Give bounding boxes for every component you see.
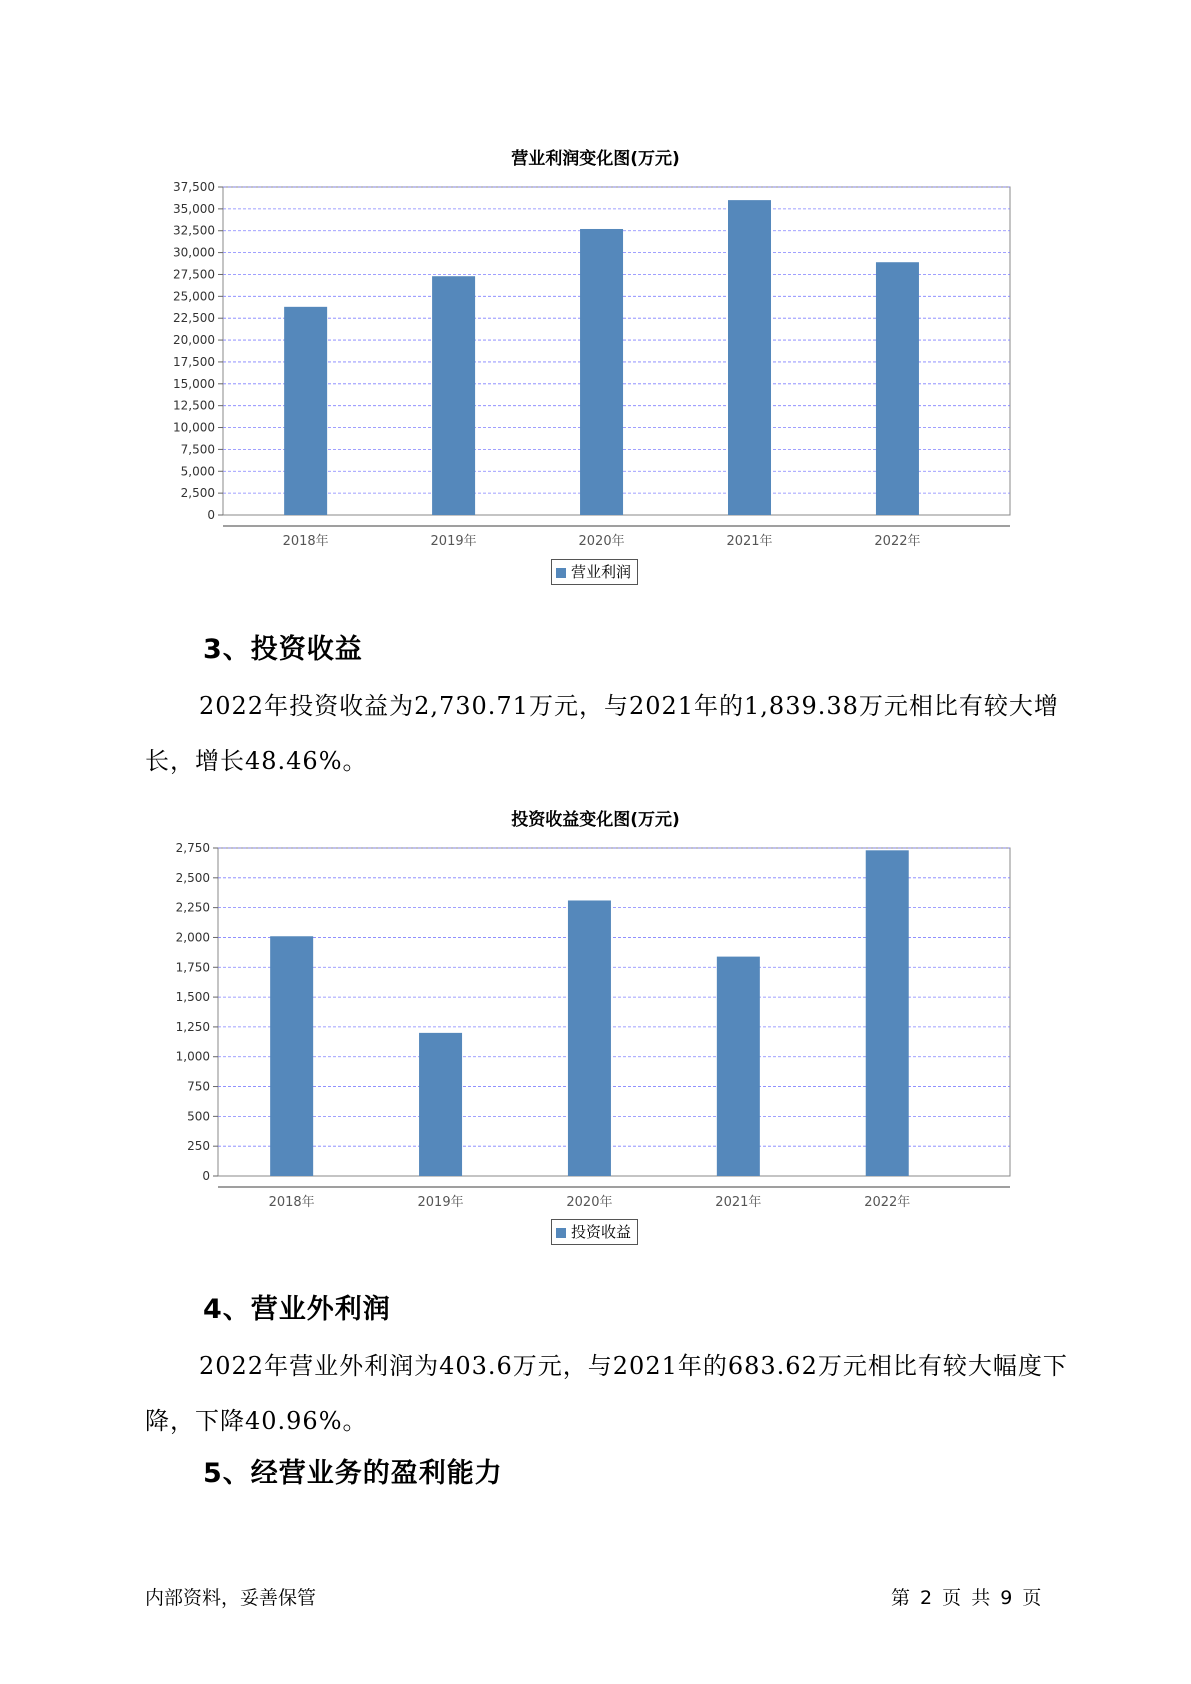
paragraph-investment: 2022年投资收益为2,730.71万元，与2021年的1,839.38万元相比有较大增长，增长48.46%。 [145,692,1059,775]
x-tick-label: 2022年 [874,534,921,549]
legend-label: 营业利润 [571,563,632,581]
x-tick-label: 2019年 [417,1195,464,1210]
y-tick-label: 22,500 [173,311,215,326]
legend-label: 投资收益 [571,1223,632,1241]
bar [866,850,909,1176]
x-tick-label: 2018年 [282,534,329,549]
section-heading-operating-profitability: 5、经营业务的盈利能力 [203,1458,503,1489]
bar [270,936,313,1176]
x-tick-label: 2020年 [578,534,625,549]
y-tick-label: 37,500 [173,180,215,194]
y-tick-label: 7,500 [180,442,215,457]
paragraph-non-operating: 2022年营业外利润为403.6万元，与2021年的683.62万元相比有较大幅度下降，下降40.96%。 [145,1352,1068,1435]
y-tick-label: 27,500 [173,267,215,282]
y-tick-label: 1,250 [175,1019,210,1034]
y-tick-label: 1,000 [175,1049,210,1064]
bar [419,1033,462,1176]
bar [568,900,611,1176]
y-tick-label: 35,000 [173,201,215,216]
y-tick-label: 10,000 [173,420,215,435]
y-tick-label: 1,750 [175,960,210,975]
y-tick-label: 1,500 [175,990,210,1005]
footer-note: 内部资料，妥善保管 [145,1587,317,1609]
x-tick-label: 2020年 [566,1195,613,1210]
y-tick-label: 2,750 [175,841,210,855]
y-tick-label: 12,500 [173,398,215,413]
y-tick-label: 0 [207,508,215,522]
y-tick-label: 250 [187,1139,210,1154]
y-tick-label: 750 [187,1079,210,1094]
y-tick-label: 2,250 [175,900,210,915]
y-tick-label: 2,000 [175,930,210,945]
chart-legend [551,1219,638,1245]
x-tick-label: 2022年 [864,1195,911,1210]
x-tick-label: 2021年 [715,1195,762,1210]
section-heading-investment: 3、投资收益 [203,634,363,665]
legend-swatch [556,1228,566,1238]
y-tick-label: 15,000 [173,376,215,391]
y-tick-label: 20,000 [173,333,215,348]
footer-page-number: 第 2 页 共 9 页 [891,1587,1042,1609]
x-tick-label: 2021年 [726,534,773,549]
y-tick-label: 500 [187,1109,210,1124]
y-tick-label: 25,000 [173,289,215,304]
y-tick-label: 2,500 [175,870,210,885]
section-heading-non-operating: 4、营业外利润 [203,1294,391,1325]
chart-title-operating-profit: 营业利润变化图(万元) [511,149,680,169]
bar [717,957,760,1176]
chart-title-investment-income: 投资收益变化图(万元) [511,810,680,830]
y-tick-label: 5,000 [180,464,215,479]
x-tick-label: 2018年 [268,1195,315,1210]
y-tick-label: 0 [202,1169,210,1183]
x-tick-label: 2019年 [430,534,477,549]
y-tick-label: 17,500 [173,354,215,369]
y-tick-label: 32,500 [173,223,215,238]
y-tick-label: 30,000 [173,245,215,260]
y-tick-label: 2,500 [180,486,215,501]
